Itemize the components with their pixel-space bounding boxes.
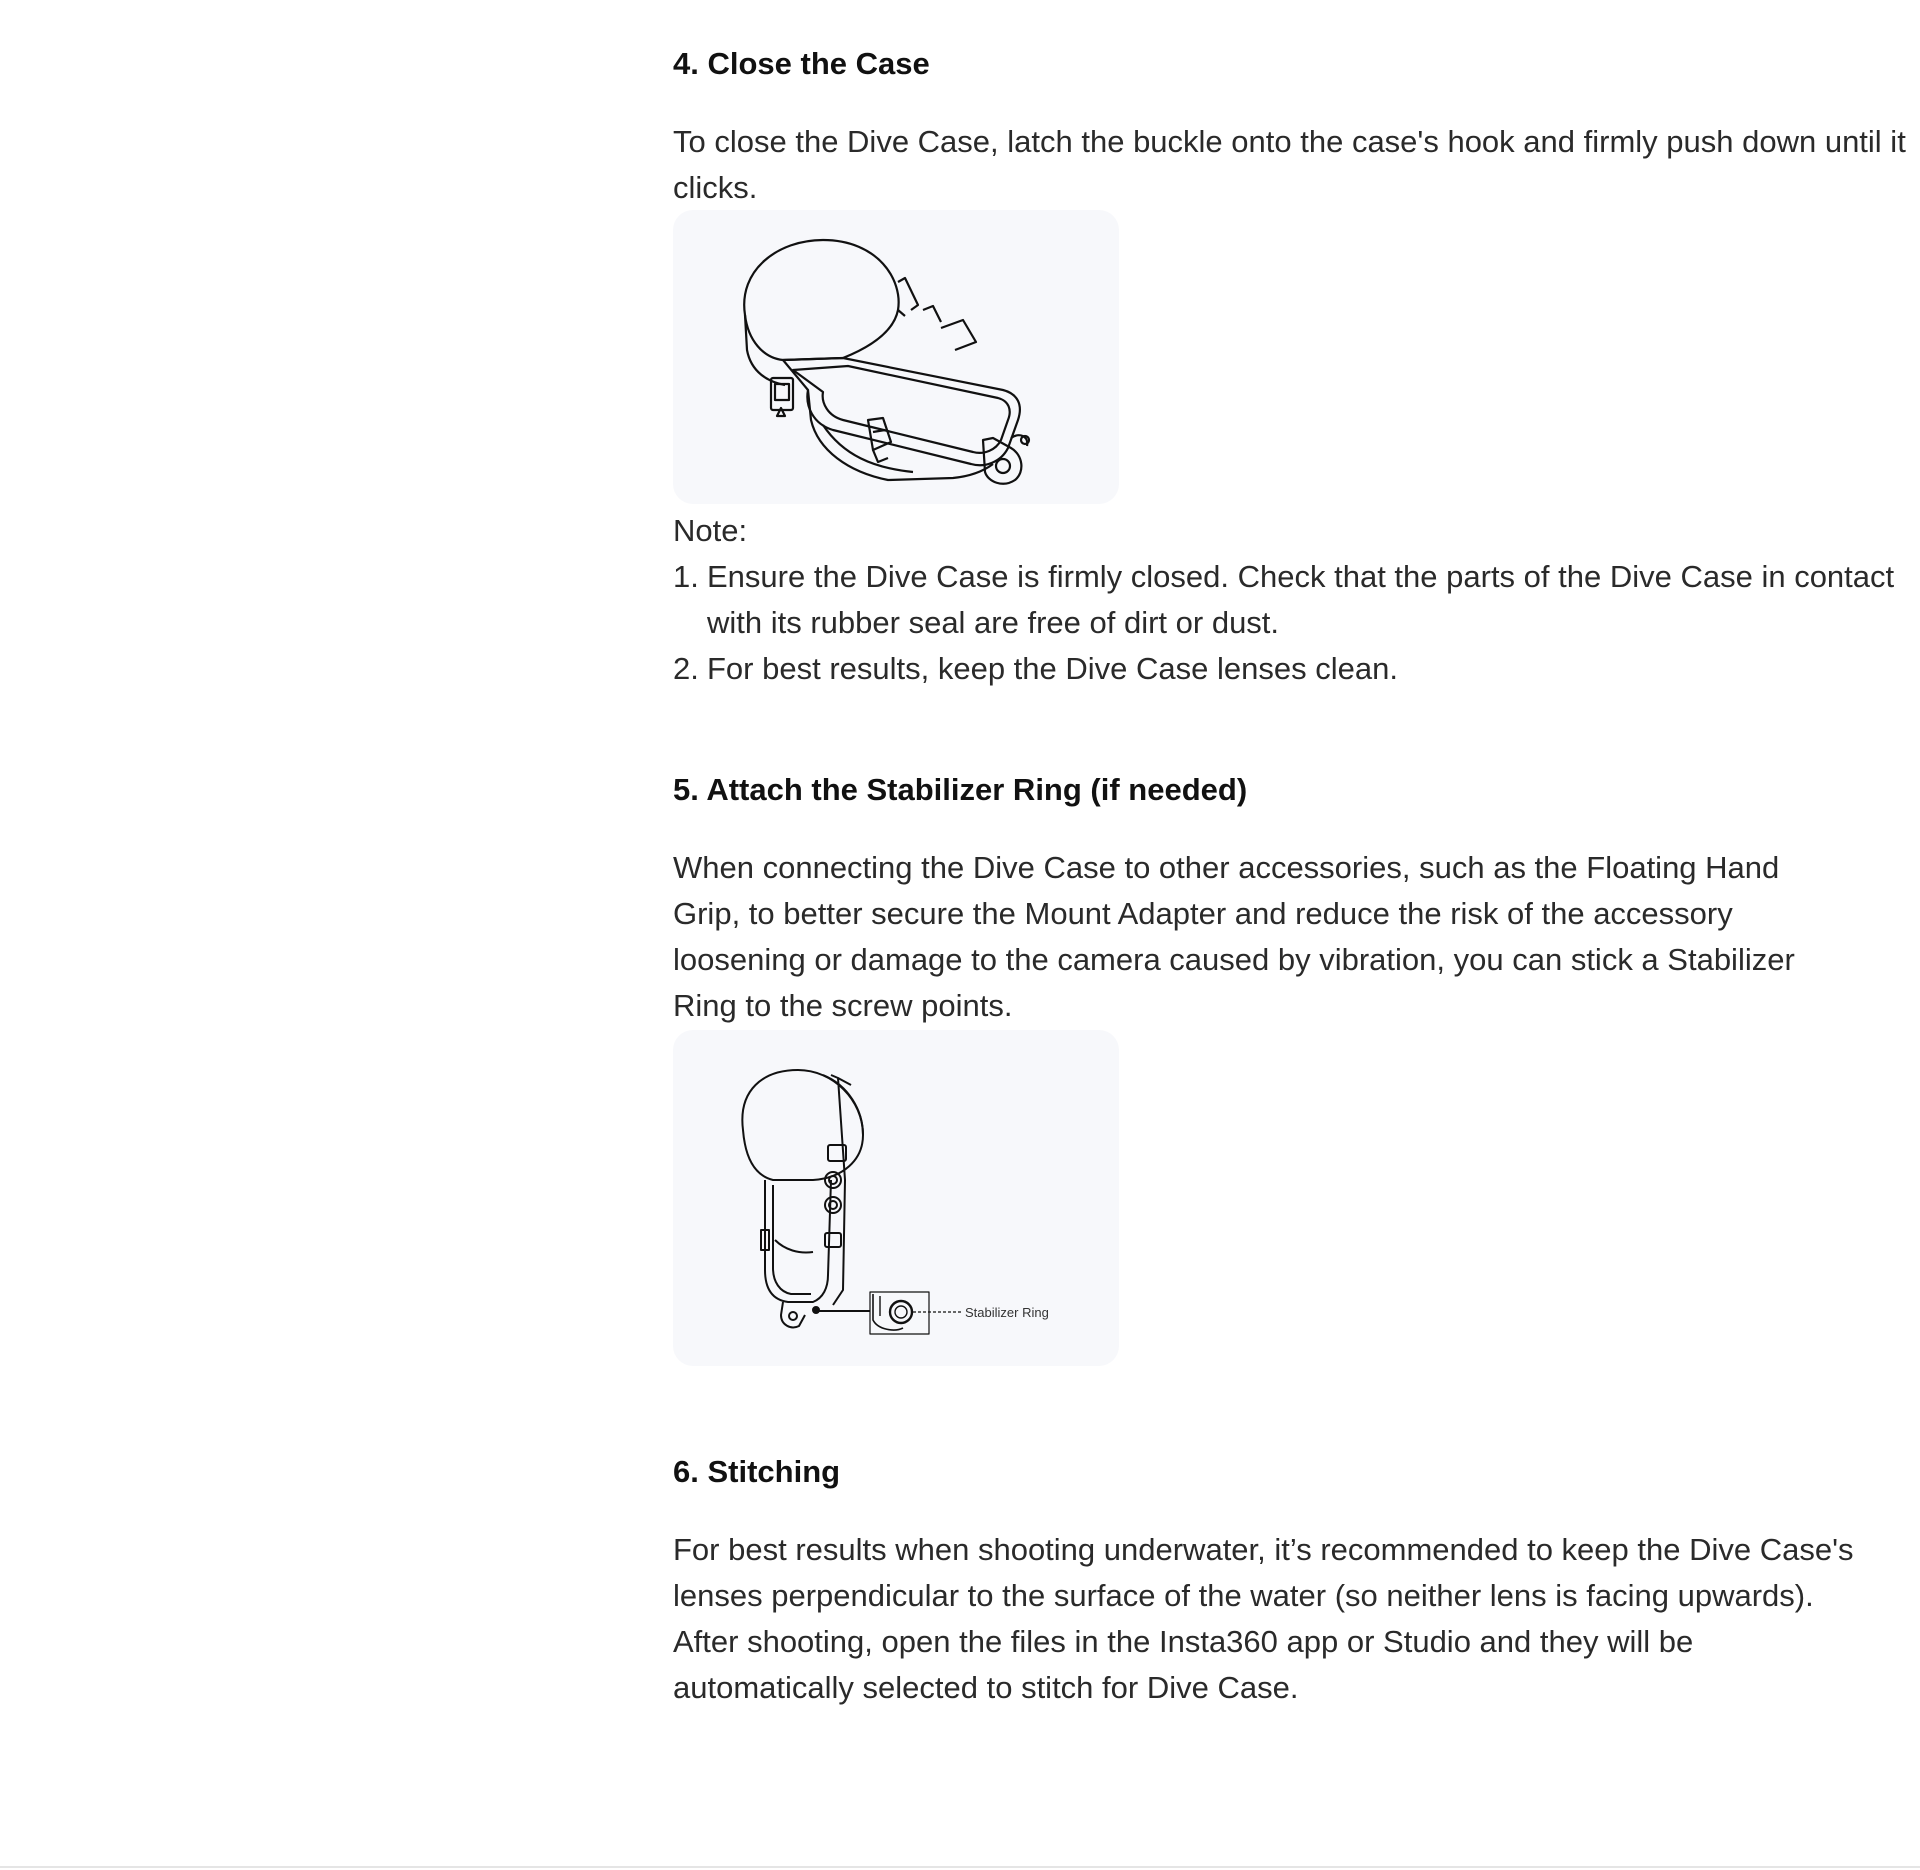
section-body: When connecting the Dive Case to other accessories, such as the Floating Hand Grip, to better secure the Mount Adapter and reduce the risk of the accessory loosening or damage to the camera caused by vibration, you can stick a Stabilizer Ring to the screw points.: [673, 850, 1795, 1023]
dive-case-closed-figure: [673, 210, 1119, 504]
list-item: [673, 646, 1913, 692]
list-item-text: For best results, keep the Dive Case lenses clean.: [707, 651, 1398, 686]
list-item-number: 2.: [673, 651, 699, 686]
dive-case-stabilizer-ring-illustration-icon: [673, 1030, 1119, 1366]
note-list: [673, 554, 1913, 692]
section-body: To close the Dive Case, latch the buckle onto the case's hook and firmly push down until it clicks.: [673, 124, 1906, 205]
stabilizer-ring-callout-label: Stabilizer Ring: [965, 1305, 1049, 1320]
section-title: 4. Close the Case: [673, 46, 930, 81]
dive-case-closed-illustration-icon: [673, 210, 1119, 504]
list-item-text: Ensure the Dive Case is firmly closed. Check that the parts of the Dive Case in contact with its rubber seal are free of dirt or dust.: [707, 559, 1895, 640]
footer-divider: [0, 1866, 1920, 1868]
section-title: 6. Stitching: [673, 1454, 841, 1489]
section-title: 5. Attach the Stabilizer Ring (if needed): [673, 772, 1248, 807]
stabilizer-ring-figure: [673, 1030, 1119, 1366]
section-body: For best results when shooting underwater, it’s recommended to keep the Dive Case's lenses perpendicular to the surface of the water (so neither lens is facing upwards). After shooting, open the files in the Insta360 app or Studio and they will be automatically selected to stitch for Dive Case.: [673, 1532, 1854, 1705]
note-label: Note:: [673, 513, 748, 548]
list-item: [673, 554, 1913, 646]
list-item-number: 1.: [673, 559, 699, 594]
